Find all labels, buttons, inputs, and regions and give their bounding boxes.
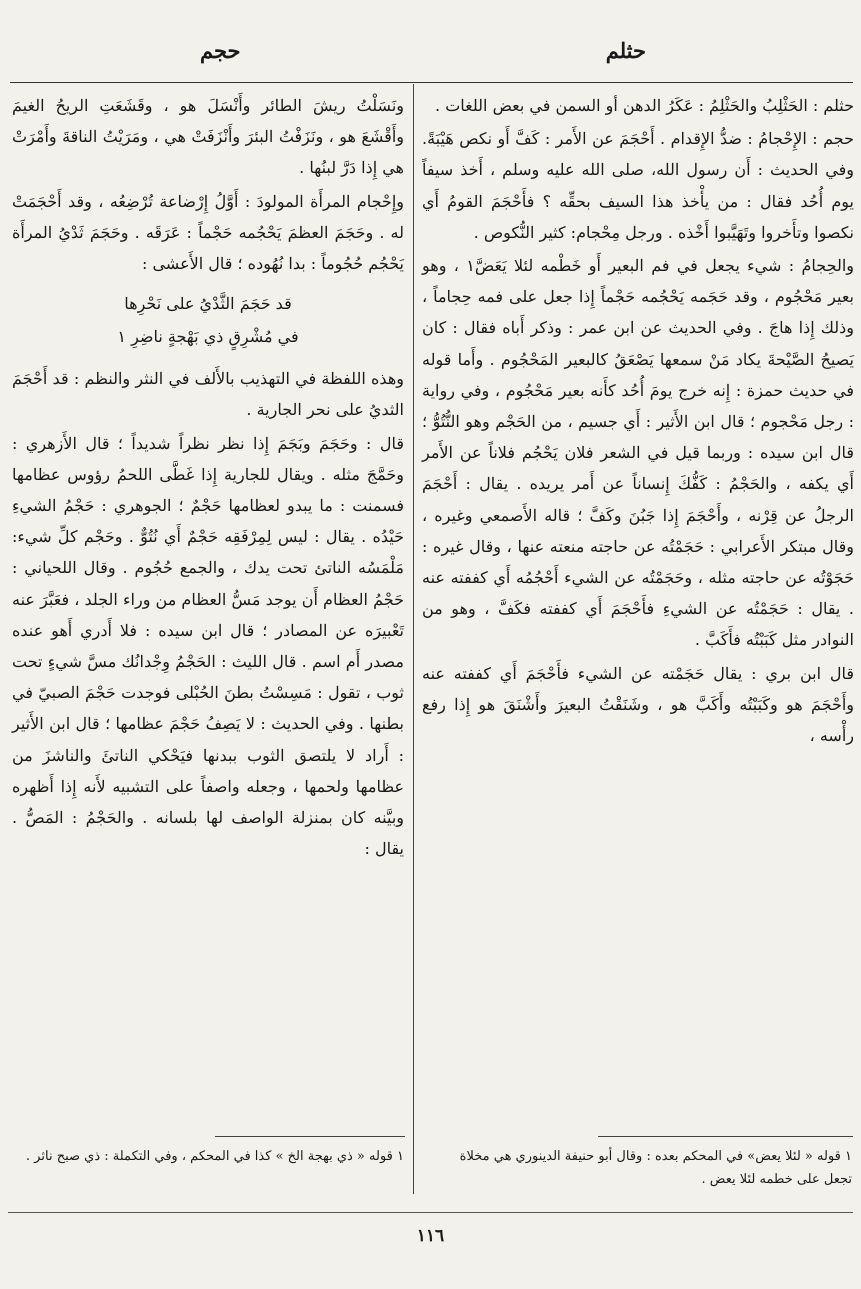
paragraph-tahdhib: وهذه اللفظة في التهذيب بالأَلف في النثر والنظم : قد أَحْجَمَ الثديُ على نحر الجارية . — [12, 369, 404, 420]
footer-rule — [8, 1212, 853, 1213]
paragraph-ihjam-mawlud: وإِحْجام المرأَة المولودَ : أَوَّلُ إِرْضاعة تُرْضِعُه ، وقد أَحْجَمَتْ له . وحَجَمَ العظمَ يَحْجُمه حَجْماً : عَرَقَه . وحَجَمَ ثَدْيُ المرأَة يَحْجُم حُجُوماً : بدا نُهُوده ؛ قال الأَعشى : — [12, 191, 404, 274]
column-divider — [413, 84, 414, 1194]
paragraph-hijam: والحِجامُ : شيء يجعل في فم البعير أَو خَطْمه لئلا يَعَضَّ١ ، وهو بعير مَحْجُوم ، وقد حَجَمه يَحْجُمه حَجْماً إِذا جعل على فمه حِجاماً ، وذلك إِذا هاجَ . وفي الحديث عن ابن عمر : وذكر أَباه فقال : كان يَصيحُ الصَّيْحةَ يكاد مَنْ سمعها يَصْعَقُ كالبعير المَحْجُوم . وأَما قوله في حديث حمزة : إِنه خرج يومَ أُحُد كأَنه بعير مَحْجُوم ، وفي رواية : رجل مَحْجوم ؛ قال ابن الأَثير : أَي جسيم ، من الحَجْم وهو النُّتُوُّ ؛ قال ابن سيده : وربما قيل في الشعر فلان يَحْجُم فلاناً عن الأَمر أَي يكفه ، والحَجْمُ : كَفُّكَ إِنساناً عن أَمر يريده . يقال : أَحْجَمَ الرجلُ عن قِرْنه ، وأَحْجَمَ إِذا جَبُنَ وكَفَّ ؛ قاله الأَصمعي وغيره ، وقال مبتكر الأَعرابي : حَجَمْتُه عن حاجته منعته عنها ، وقال غيره : حَجَوْتُه عن حاجته مثله ، وحَجَمْتُه عن الشيء أَحْجُمُه أَي كففته عنه . يقال : حَجَمْتُه عن الشيءِ فأَحْجَمَ أَي كففته فكَفَّ ، وهو من النوادر مثل كَبَبْتُه فأَكَبَّ . — [422, 256, 854, 650]
header-headword-right: حثلم — [605, 38, 646, 63]
entry-hathlam: حثلم : الحَثْلِبُ والحَثْلِمُ : عَكَرُ الدهن أو السمن في بعض اللغات . — [435, 96, 854, 115]
paragraph-ibn-barri: قال ابن بري : يقال حَجَمْته عن الشيء فأَحْجَمَ أَي كففته عنه وأَحْجَمَ هو وكَبَبْتُه وأَكَبَّ هو ، وشَنَقْتُ البعيرَ وأَشْنَقَ هو إِذا رفع رأْسه ، — [422, 663, 854, 746]
poetry-verse — [12, 287, 404, 353]
verse-line: قد حَجَمَ الثَّدْيُ على نَحْرِها — [124, 294, 292, 314]
entry-hajam-intro: حجم : الإِحْجامُ : ضدُّ الإِقدام . أَحْجَمَ عن الأَمر : كَفَّ أَو نكص هَيْبَةً. وفي الحديث : أَن رسول الله، صلى الله عليه وسلم ، أَخذ سيفاً يوم أُحُد فقال : من يأْخذ هذا السيف بحقِّه ؟ فأَحْجَمَ القومُ أَي نكصوا وتأَخروا وتَهَيَّبوا أَخْذه . ورجل مِحْجام: كثير النُّكوص . — [422, 129, 854, 242]
paragraph-hajm-meaning: قال : وحَجَمَ وبَجَمَ إِذا نظر نظراً شديداً ؛ قال الأَزهري : وحَمَّجَ مثله . ويقال للجارية إِذا غَطَّى اللحمُ رؤوس عظامها فسمنت : ما يبدو لعظامها حَجْمٌ ؛ الجوهري : حَجْمُ الشيءِ حَيْدُه . يقال : ليس لِمِرْفَقِه حَجْمٌ أَي نُتُوٌّ . وحَجْم كلِّ شيء: مَلْمَسُه الناتئ تحت يدك ، والجمع حُجُوم . وقال اللحياني : حَجْمُ العظام أَن يوجد مَسُّ العظام من وراء الجلد ، فعَبَّرَ عنه تَعْبيرَه عن المصادر ؛ قال ابن سيده : فلا أَدري أَهو عنده مصدر أَم اسم . قال الليث : الحَجْمُ وِجْدانُك مسَّ شيءٍ تحت ثوب ، تقول : مَسِسْتُ بطنَ الحُبْلى فوجدت حَجْمَ الصبيّ في بطنها . وفي الحديث : لا يَصِفُ حَجْمَ عظامها ؛ قال ابن الأَثير : أَراد لا يلتصق الثوب ببدنها فيَحْكي الناتئَ والناشزَ من عظامها ولحمها ، وجعله واصفاً على التشبيه لأَنه إِذا أَظهره وبيَّنه كان بمنزلة الواصف لها بلسانه . والحَجْمُ : المَصُّ . يقال : — [12, 433, 404, 859]
footnote-left: ١ قوله « ذي بهجة الخ » كذا في المحكم ، وفي التكملة : ذي صبح ناثر . — [25, 1149, 404, 1164]
left-column — [12, 90, 404, 864]
footnote-right: ١ قوله « لئلا يعض» في المحكم بعده : وقال أبو حنيفة الدينوري هي مخلاة تجعل على خطمه لئلا يعض . — [459, 1149, 852, 1187]
verse-line: في مُشْرِقٍ ذي بَهْجةٍ ناضِرِ ١ — [117, 327, 299, 347]
paragraph-continuation: ونَسَلْتُ ريشَ الطائر وأَنْسَلَ هو ، وقَشَعَتِ الريحُ الغيمَ وأَقْشَعَ هو ، ونَزَفْتُ البئرَ وأَنْزَفَتْ هي ، ومَرَيْتُ الناقةَ وأَمْرَتْ هي إِذا دَرَّ لبنُها . — [12, 96, 404, 178]
footnote-rule-right — [598, 1136, 853, 1137]
header-rule — [10, 82, 853, 83]
header-headword-left: حجم — [200, 38, 241, 63]
page-number: ١١٦ — [416, 1226, 445, 1246]
right-column — [422, 90, 854, 751]
footnote-rule-left — [215, 1136, 405, 1137]
